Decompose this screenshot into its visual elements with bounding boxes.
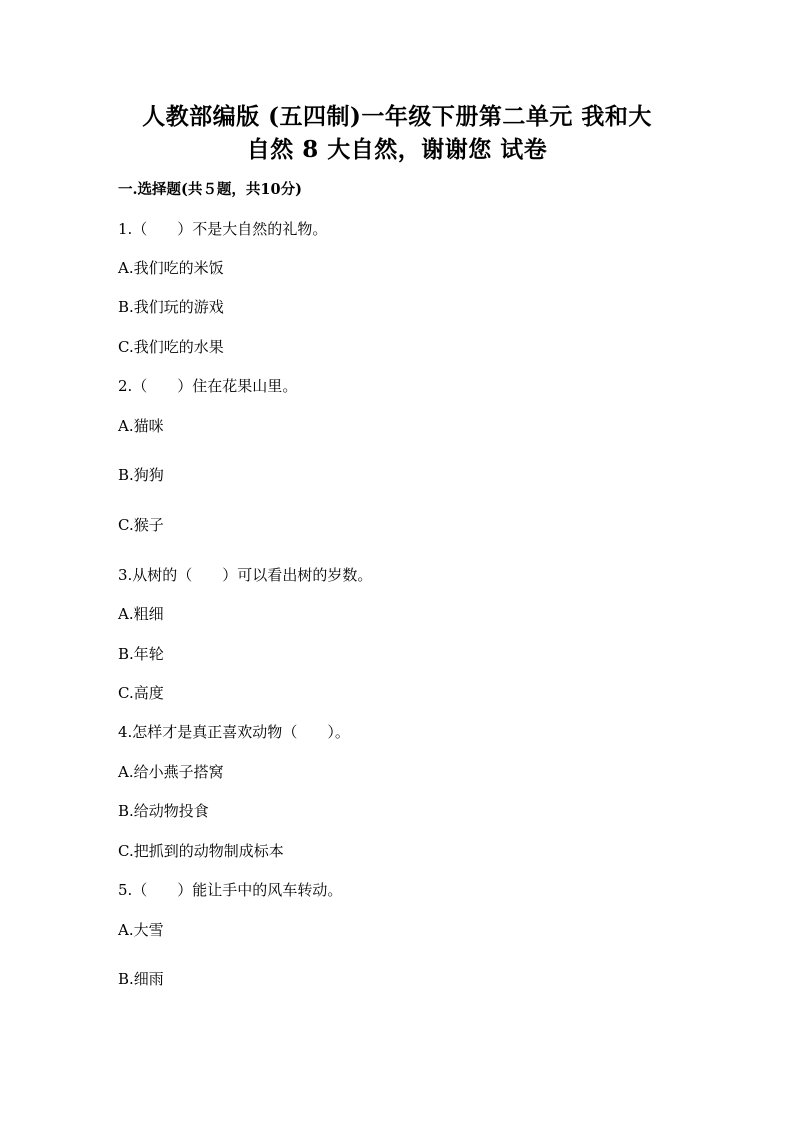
question-stem-3: 3.从树的（ ）可以看出树的岁数。 — [118, 566, 373, 584]
question-2-option-c: C.猴子 — [118, 516, 164, 534]
question-4-option-c: C.把抓到的动物制成标本 — [118, 842, 284, 860]
question-stem-1: 1.（ ）不是大自然的礼物。 — [118, 220, 328, 238]
page-title-line-2: 自然 8 大自然，谢谢您 试卷 — [246, 136, 548, 163]
question-4-option-a: A.给小燕子搭窝 — [118, 763, 224, 781]
page-title-line-1: 人教部编版 (五四制)一年级下册第二单元 我和大 — [142, 103, 652, 130]
section-heading: 一.选择题(共５题，共10分) — [118, 181, 302, 198]
question-1-option-b: B.我们玩的游戏 — [118, 298, 224, 316]
question-3-option-a: A.粗细 — [118, 605, 164, 623]
question-stem-4: 4.怎样才是真正喜欢动物（ ）。 — [118, 723, 350, 741]
question-stem-2: 2.（ ）住在花果山里。 — [118, 377, 298, 395]
question-5-option-a: A.大雪 — [118, 921, 164, 939]
question-2-option-b: B.狗狗 — [118, 466, 164, 484]
question-2-option-a: A.猫咪 — [118, 417, 164, 435]
question-1-option-a: A.我们吃的米饭 — [118, 259, 224, 277]
question-3-option-c: C.高度 — [118, 684, 164, 702]
question-1-option-c: C.我们吃的水果 — [118, 338, 224, 356]
question-4-option-b: B.给动物投食 — [118, 802, 209, 820]
question-stem-5: 5.（ ）能让手中的风车转动。 — [118, 881, 343, 899]
question-5-option-b: B.细雨 — [118, 970, 164, 988]
question-3-option-b: B.年轮 — [118, 645, 164, 663]
